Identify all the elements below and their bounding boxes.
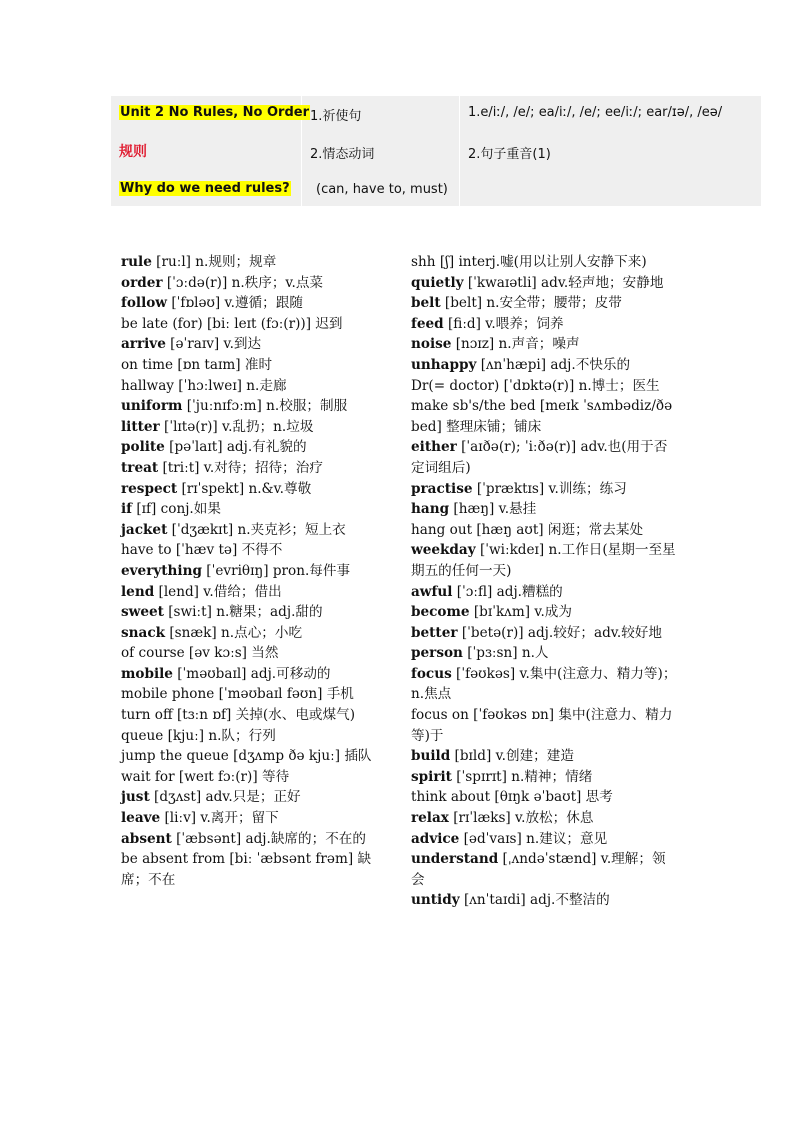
vocab-entry [121, 561, 383, 582]
vocab-definition: [ˈaɪðə(r); ˈiːðə(r)] adv.也(用于否定词组后) [411, 439, 668, 476]
vocab-definition: [lend] v.借给；借出 [154, 583, 282, 600]
vocab-definition: [tɜːn ɒf] 关掉(水、电或煤气) [172, 707, 356, 724]
vocab-entry [411, 664, 679, 705]
vocab-entry [411, 273, 679, 294]
vocab-definition: [dʒʌst] adv.只是；正好 [149, 789, 301, 806]
vocab-entry [411, 520, 679, 541]
vocab-entry [411, 376, 679, 397]
vocab-word: everything [121, 562, 202, 579]
vocab-definition: [swiːt] n.糖果；adj.甜的 [163, 604, 323, 621]
header-cell-grammar [302, 96, 460, 206]
vocab-word: of course [121, 645, 185, 662]
vocab-definition: [bɪld] v.创建；建造 [450, 748, 574, 765]
unit-title: Unit 2 No Rules, No Order [120, 105, 309, 120]
vocab-definition: [liːv] v.离开；留下 [160, 810, 279, 827]
vocab-word: have to [121, 542, 172, 559]
vocab-definition: [ˈməʊbaɪl fəʊn] 手机 [214, 686, 354, 703]
vocab-word: either [411, 439, 457, 456]
vocab-entry [121, 787, 383, 808]
vocab-entry [411, 582, 679, 603]
vocab-word: quietly [411, 274, 464, 291]
vocab-definition: [ɪf] conj.如果 [132, 501, 221, 518]
header-cell-unit [111, 96, 309, 206]
vocab-entry [121, 726, 383, 747]
vocab-definition: [biː leɪt (fɔː(r))] 迟到 [202, 315, 343, 332]
vocab-definition: [ˈhɔːlweɪ] n.走廊 [173, 377, 287, 394]
vocab-entry [121, 458, 383, 479]
vocab-word: lend [121, 583, 155, 600]
vocab-definition: [θɪŋk əˈbaʊt] 思考 [490, 789, 613, 806]
vocab-entry [411, 437, 679, 478]
vocab-definition: [ˈkwaɪətli] adv.轻声地；安静地 [463, 274, 664, 291]
vocab-word: arrive [121, 336, 166, 353]
vocab-entry [411, 890, 679, 911]
vocab-entry [121, 334, 383, 355]
vocab-definition: [fiːd] v.喂养；饲养 [443, 315, 564, 332]
vocab-definition: [ˈɔːfl] adj.糟糕的 [452, 583, 563, 600]
vocab-word: focus on [411, 707, 469, 724]
vocab-entry [121, 602, 383, 623]
vocab-definition: [ˈfəʊkəs] v.集中(注意力、精力等)；n.焦点 [411, 665, 677, 703]
vocab-word: follow [121, 295, 168, 312]
pronunciation-line-2: 2.句子重音(1) [468, 147, 551, 162]
vocab-entry [121, 314, 383, 335]
vocab-entry [121, 273, 383, 294]
vocab-entry [411, 355, 679, 376]
vocab-word: hang out [411, 521, 473, 538]
vocab-word: unhappy [411, 356, 477, 373]
vocab-entry [411, 787, 679, 808]
vocab-entry [411, 499, 679, 520]
vocab-word: weekday [411, 542, 476, 559]
vocab-word: snack [121, 624, 166, 641]
vocab-definition: [ˈpræktɪs] v.训练；练习 [472, 480, 627, 497]
vocab-word: leave [121, 810, 161, 827]
vocab-entry [121, 293, 383, 314]
vocab-entry [411, 623, 679, 644]
vocab-entry [121, 520, 383, 541]
vocab-word: understand [411, 851, 499, 868]
vocab-definition: [snæk] n.点心；小吃 [165, 624, 303, 641]
vocab-word: queue [121, 727, 164, 744]
vocab-definition: [ʌnˈhæpi] adj.不快乐的 [476, 356, 631, 373]
vocab-entry [121, 582, 383, 603]
vocab-definition: [ˈwiːkdeɪ] n.工作日(星期一至星期五的任何一天) [411, 542, 676, 579]
vocab-definition: [triːt] v.对待；招待；治疗 [158, 459, 323, 476]
vocab-entry [121, 767, 383, 788]
vocab-entry [121, 623, 383, 644]
vocab-definition: [əˈraɪv] v.到达 [165, 336, 262, 353]
vocab-definition: [ˈɔːdə(r)] n.秩序；v.点菜 [162, 274, 324, 291]
header-cell-pronunciation [460, 96, 762, 206]
vocab-word: if [121, 501, 133, 518]
vocab-word: sweet [121, 604, 164, 621]
vocab-entry [411, 705, 679, 746]
vocab-entry [121, 437, 383, 458]
vocab-word: wait for [121, 768, 175, 785]
vocab-entry [411, 252, 679, 273]
vocab-definition: [ˈdʒækɪt] n.夹克衫；短上衣 [167, 521, 346, 538]
vocab-definition: [hæŋ] v.悬挂 [449, 501, 537, 518]
vocab-entry [121, 829, 383, 850]
unit-header-table [111, 96, 761, 206]
vocab-word: noise [411, 336, 452, 353]
vocab-word: spirit [411, 768, 452, 785]
vocab-definition: [ˈspɪrɪt] n.精神；情绪 [451, 768, 593, 785]
vocab-entry [121, 808, 383, 829]
vocab-definition: [ˈlɪtə(r)] v.乱扔；n.垃圾 [159, 418, 314, 435]
vocab-definition: [ruːl] n.规则；规章 [151, 254, 277, 270]
vocab-word: hang [411, 501, 450, 518]
vocab-entry [411, 829, 679, 850]
vocab-definition: [ˈjuːnɪfɔːm] n.校服；制服 [182, 398, 348, 415]
vocab-entry [121, 643, 383, 664]
vocab-word: litter [121, 418, 160, 435]
grammar-line-1: 1.祈使句 [310, 109, 362, 124]
unit-question: Why do we need rules? [120, 181, 290, 196]
vocab-word: be late (for) [121, 315, 203, 332]
vocab-entry [121, 252, 383, 273]
vocab-definition: [ˈməʊbaɪl] adj.可移动的 [172, 665, 331, 682]
vocab-definition: [ˈbetə(r)] adj.较好；adv.较好地 [457, 624, 662, 641]
vocab-definition: [rɪˈlæks] v.放松；休息 [448, 810, 594, 827]
vocab-word: respect [121, 480, 178, 497]
vocab-word: absent [121, 830, 172, 847]
vocab-word: jacket [121, 521, 168, 538]
vocab-word: treat [121, 459, 159, 476]
vocab-entry [121, 540, 383, 561]
vocab-entry [411, 767, 679, 788]
vocab-list-left [121, 252, 383, 890]
vocab-definition: [hæŋ aʊt] 闲逛；常去某处 [472, 521, 644, 538]
vocab-entry [411, 293, 679, 314]
vocab-definition: [ʌnˈtaɪdi] adj.不整洁的 [459, 892, 610, 909]
vocab-entry [121, 684, 383, 705]
vocab-definition: [ˈpɜːsn] n.人 [462, 645, 549, 662]
vocab-entry [121, 479, 383, 500]
vocab-word: belt [411, 295, 441, 312]
vocab-word: mobile [121, 665, 173, 682]
vocab-entry [411, 334, 679, 355]
vocab-definition: [ʃ] interj.嘘(用以让别人安静下来) [435, 254, 647, 270]
vocab-entry [411, 540, 679, 581]
vocab-word: shh [411, 254, 436, 270]
vocab-word: rule [121, 254, 152, 270]
vocab-definition: [rɪˈspekt] n.&v.尊敬 [177, 480, 312, 497]
vocab-word: advice [411, 830, 460, 847]
vocab-entry [121, 664, 383, 685]
grammar-line-2: 2.情态动词 [310, 147, 375, 162]
vocab-word: untidy [411, 892, 460, 909]
vocab-word: relax [411, 810, 449, 827]
vocab-definition: [ˈevriθɪŋ] pron.每件事 [201, 562, 351, 579]
vocab-word: make sb's/the bed [411, 398, 536, 415]
vocab-definition: [kjuː] n.队；行列 [163, 727, 276, 744]
vocab-word: build [411, 748, 451, 765]
vocab-entry [411, 602, 679, 623]
vocab-entry [121, 417, 383, 438]
vocab-word: polite [121, 439, 165, 456]
vocab-definition: [ˈhæv tə] 不得不 [171, 542, 283, 559]
vocab-definition: [ɒn taɪm] 准时 [173, 356, 273, 373]
vocab-word: on time [121, 356, 174, 373]
vocab-word: practise [411, 480, 473, 497]
vocab-word: focus [411, 665, 452, 682]
grammar-line-3: (can, have to, must) [316, 182, 448, 197]
vocab-definition: [meɪk ˈsʌmbədiz/ðə bed] 整理床铺；铺床 [411, 398, 673, 435]
vocab-word: mobile phone [121, 686, 215, 703]
vocab-word: be absent from [121, 851, 226, 868]
vocab-word: Dr(= doctor) [411, 377, 500, 394]
vocab-entry [121, 396, 383, 417]
vocab-entry [411, 746, 679, 767]
vocab-definition: [ˈfəʊkəs ɒn] 集中(注意力、精力等)于 [411, 707, 673, 744]
vocab-entry [411, 314, 679, 335]
vocab-definition: [bɪˈkʌm] v.成为 [469, 604, 572, 621]
vocab-definition: [biː ˈæbsənt frəm] 缺席；不在 [121, 851, 372, 888]
unit-chinese-title: 规则 [119, 144, 147, 160]
vocab-definition: [ˈæbsənt] adj.缺席的；不在的 [171, 830, 366, 847]
vocab-entry [121, 849, 383, 890]
vocab-definition: [ˈfɒləʊ] v.遵循；跟随 [167, 295, 303, 312]
vocab-word: person [411, 645, 463, 662]
pronunciation-line-1: 1.e/iː/, /e/; ea/iː/, /e/; ee/iː/; ear/ɪə/, /eə/ [468, 105, 723, 120]
vocab-definition: [dʒʌmp ðə kjuː] 插队 [228, 748, 372, 765]
vocab-word: feed [411, 315, 444, 332]
vocab-word: order [121, 274, 163, 291]
vocab-word: uniform [121, 398, 183, 415]
vocab-entry [121, 355, 383, 376]
vocab-definition: [ˈdɒktə(r)] n.博士；医生 [499, 377, 660, 394]
vocab-entry [121, 746, 383, 767]
vocab-entry [411, 396, 679, 437]
vocab-definition: [pəˈlaɪt] adj.有礼貌的 [164, 439, 307, 456]
vocab-definition: [nɔɪz] n.声音；噪声 [451, 336, 580, 353]
vocab-entry [411, 479, 679, 500]
vocab-word: awful [411, 583, 453, 600]
vocab-entry [121, 499, 383, 520]
vocab-definition: [ˌʌndəˈstænd] v.理解；领会 [411, 851, 666, 888]
vocab-word: think about [411, 789, 491, 806]
vocab-word: better [411, 624, 458, 641]
vocab-word: become [411, 604, 470, 621]
vocab-list-right [411, 252, 679, 911]
vocab-definition: [weɪt fɔː(r)] 等待 [174, 768, 290, 785]
vocab-entry [411, 849, 679, 890]
vocab-word: jump the queue [121, 748, 229, 765]
vocab-entry [121, 705, 383, 726]
vocab-entry [411, 643, 679, 664]
vocab-definition: [belt] n.安全带；腰带；皮带 [440, 295, 622, 312]
vocab-word: just [121, 789, 150, 806]
vocab-word: turn off [121, 707, 173, 724]
vocab-definition: [əv kɔːs] 当然 [184, 645, 279, 662]
vocab-word: hallway [121, 377, 174, 394]
vocab-definition: [ədˈvaɪs] n.建议；意见 [459, 830, 608, 847]
vocab-entry [411, 808, 679, 829]
vocab-entry [121, 376, 383, 397]
